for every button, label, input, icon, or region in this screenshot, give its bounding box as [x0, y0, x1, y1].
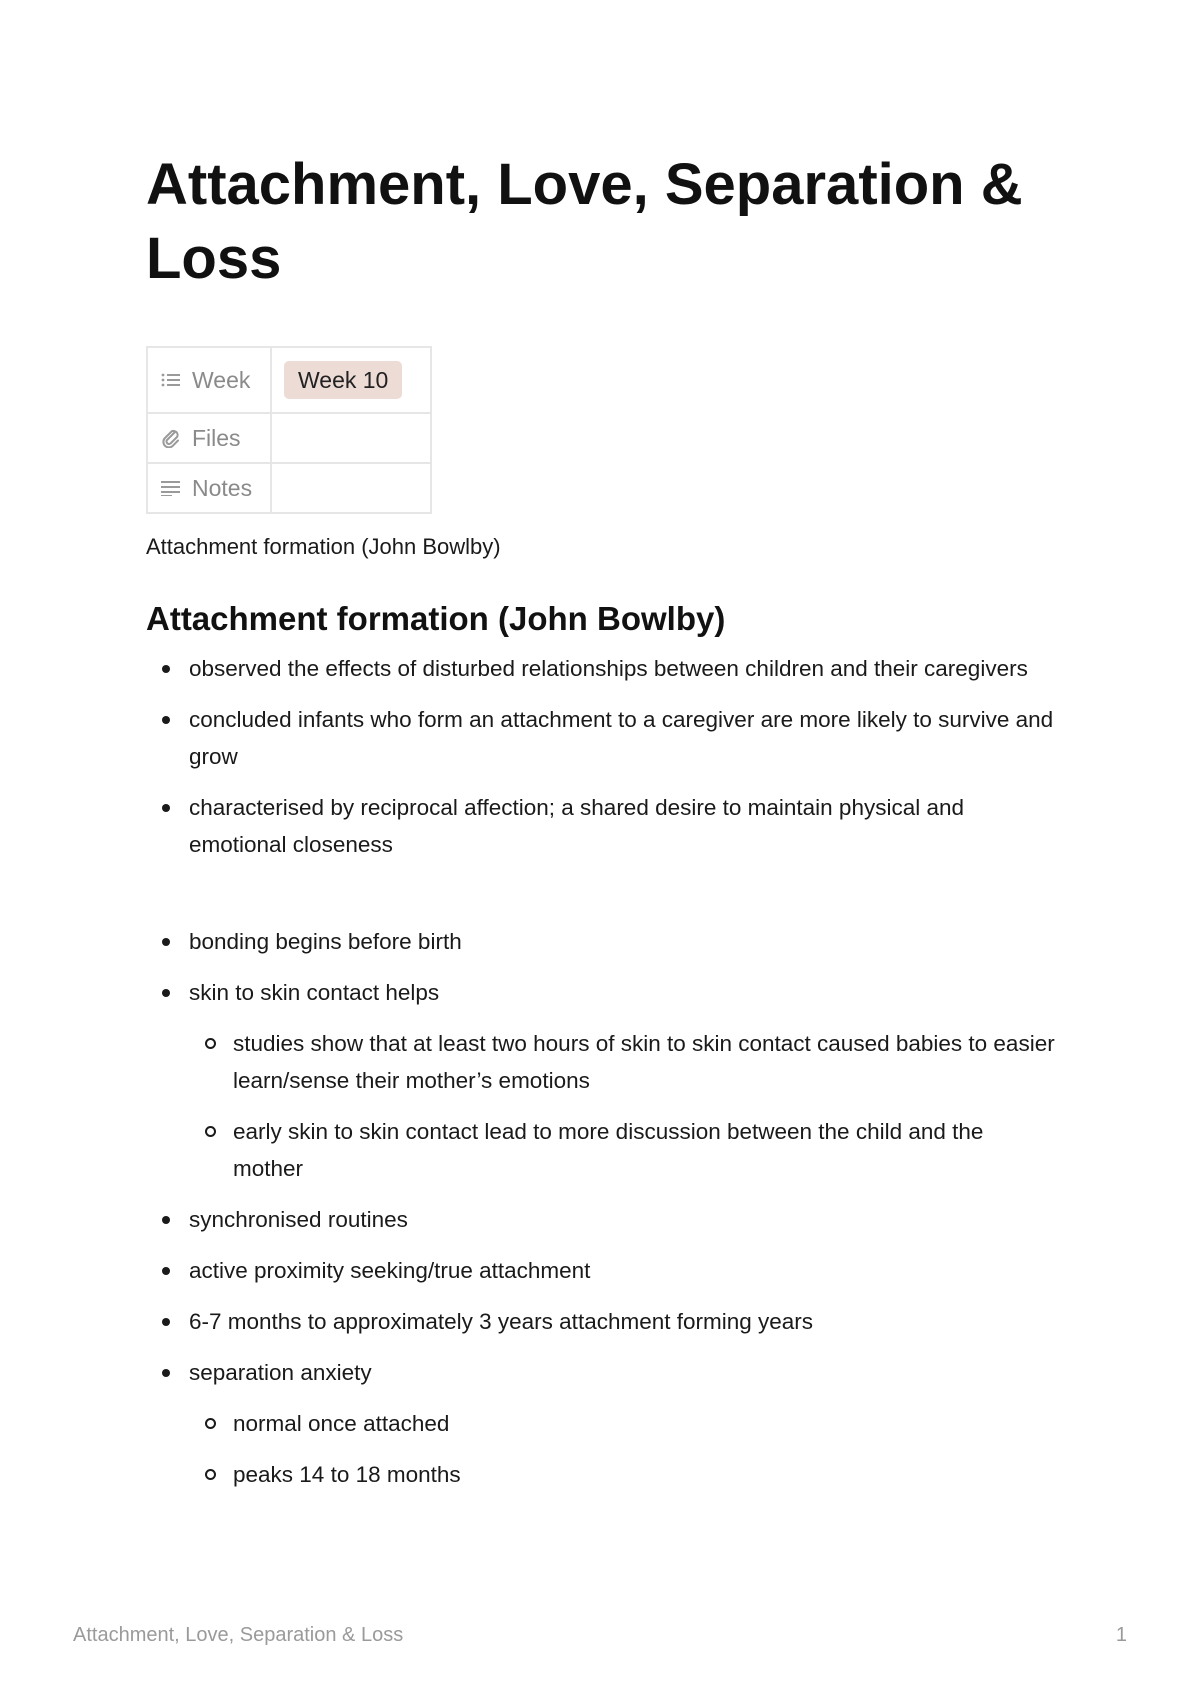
list-item-text: observed the effects of disturbed relationships between children and their caregivers — [189, 656, 1028, 681]
bullet-dot-icon — [162, 1318, 170, 1326]
property-key-label: Files — [192, 424, 241, 451]
list-item-text: skin to skin contact helps — [189, 980, 440, 1005]
property-key-label: Week — [192, 366, 251, 393]
page-footer — [73, 1624, 1127, 1647]
property-row-week — [147, 347, 431, 413]
section-heading: Attachment formation (John Bowlby) — [146, 600, 726, 637]
paperclip-icon — [160, 427, 182, 449]
property-value-week[interactable] — [271, 347, 431, 413]
sub-list-item-text: peaks 14 to 18 months — [233, 1462, 461, 1487]
document-page — [146, 148, 1056, 1507]
list-item-text: characterised by reciprocal affection; a shared desire to maintain physical and emotional closeness — [189, 795, 965, 857]
sub-bullet-list — [189, 1405, 1056, 1493]
list-item — [146, 1252, 1056, 1289]
properties-table — [146, 346, 432, 514]
bullet-circle-icon — [205, 1038, 216, 1049]
list-item-text: active proximity seeking/true attachment — [189, 1258, 591, 1283]
property-value-files[interactable] — [271, 413, 431, 463]
property-row-notes — [147, 463, 431, 513]
spacer — [146, 877, 1056, 923]
list-item-text: separation anxiety — [189, 1360, 372, 1385]
sub-list-item-text: early skin to skin contact lead to more discussion between the child and the mother — [233, 1119, 984, 1181]
property-key-label: Notes — [192, 474, 253, 501]
list-item — [146, 789, 1056, 863]
list-item — [146, 1303, 1056, 1340]
bullet-dot-icon — [162, 665, 170, 673]
sub-list-item-text: studies show that at least two hours of skin to skin contact caused babies to easier learn/sense their mother’s emotions — [233, 1031, 1055, 1093]
property-value-notes[interactable] — [271, 463, 431, 513]
list-icon — [160, 369, 182, 391]
sub-list-item — [189, 1456, 1056, 1493]
table-of-contents-link[interactable]: Attachment formation (John Bowlby) — [146, 534, 501, 559]
bullet-dot-icon — [162, 1216, 170, 1224]
week-tag[interactable]: Week 10 — [284, 361, 402, 399]
bullet-circle-icon — [205, 1126, 216, 1137]
list-item-text: concluded infants who form an attachment to a caregiver are more likely to survive and grow — [189, 707, 1054, 769]
property-row-files — [147, 413, 431, 463]
bullet-circle-icon — [205, 1469, 216, 1480]
list-item — [146, 974, 1056, 1187]
property-key-week — [147, 347, 271, 413]
list-item-text: 6-7 months to approximately 3 years attachment forming years — [189, 1309, 814, 1334]
property-key-files — [147, 413, 271, 463]
list-item — [146, 701, 1056, 775]
bullet-list-group1 — [146, 650, 1056, 863]
page-title: Attachment, Love, Separation & Loss — [146, 152, 1023, 291]
footer-page-number: 1 — [1115, 1624, 1127, 1646]
list-item — [146, 923, 1056, 960]
sub-bullet-list — [189, 1025, 1056, 1187]
sub-list-item — [189, 1113, 1056, 1187]
bullet-dot-icon — [162, 989, 170, 997]
list-item — [146, 1201, 1056, 1238]
bullet-list-group2 — [146, 923, 1056, 1493]
sub-list-item-text: normal once attached — [233, 1411, 450, 1436]
list-item-text: synchronised routines — [189, 1207, 408, 1232]
list-item-text: bonding begins before birth — [189, 929, 462, 954]
list-item — [146, 650, 1056, 687]
list-item — [146, 1354, 1056, 1493]
bullet-dot-icon — [162, 1267, 170, 1275]
property-key-notes — [147, 463, 271, 513]
sub-list-item — [189, 1405, 1056, 1442]
footer-title: Attachment, Love, Separation & Loss — [73, 1624, 404, 1646]
bullet-dot-icon — [162, 938, 170, 946]
bullet-dot-icon — [162, 716, 170, 724]
bullet-dot-icon — [162, 804, 170, 812]
bullet-circle-icon — [205, 1418, 216, 1429]
text-lines-icon — [160, 477, 182, 499]
bullet-dot-icon — [162, 1369, 170, 1377]
sub-list-item — [189, 1025, 1056, 1099]
